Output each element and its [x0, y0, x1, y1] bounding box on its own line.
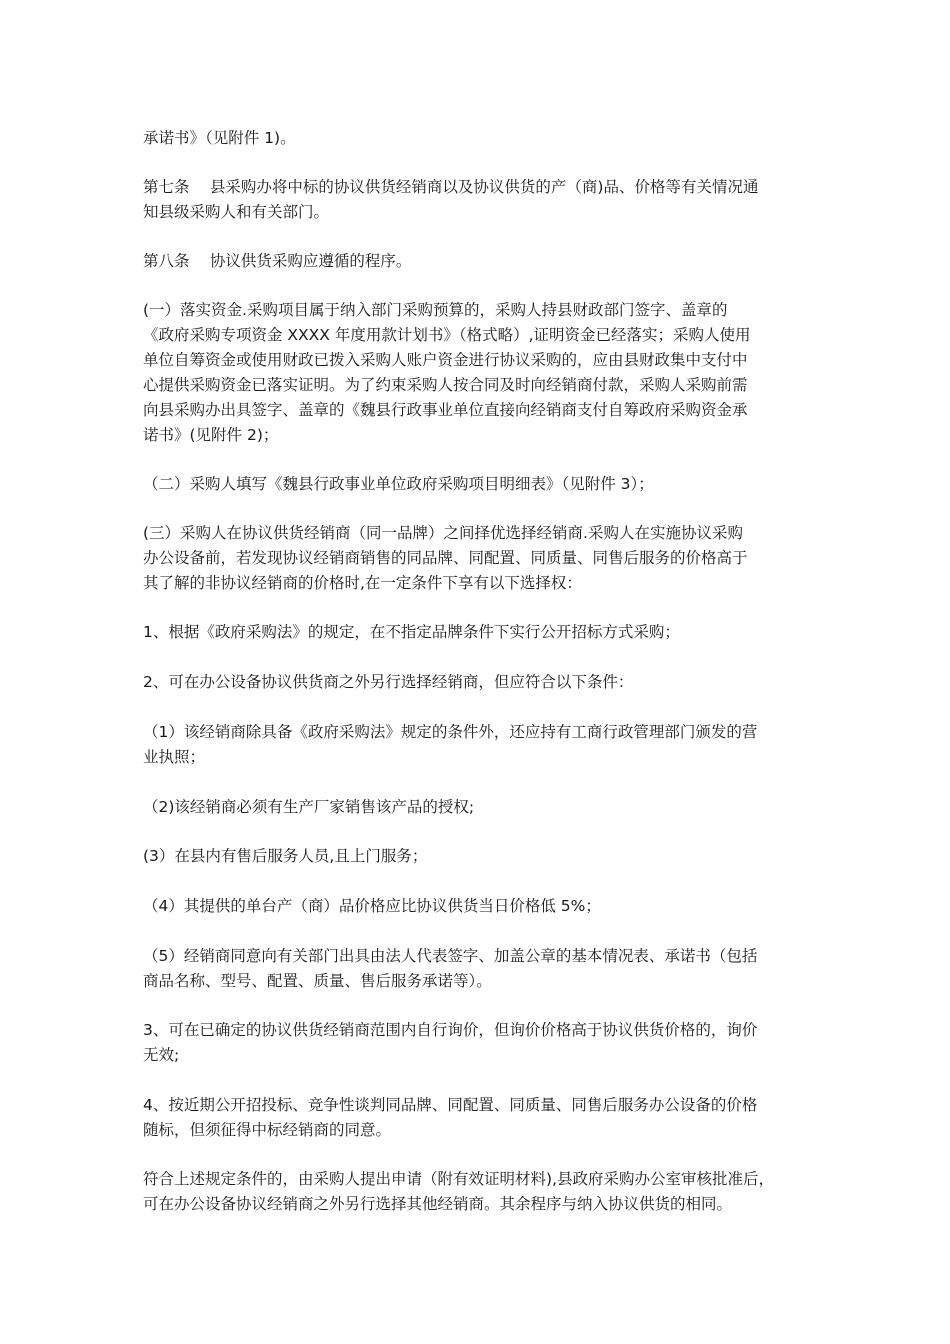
paragraph-article-7	[143, 175, 823, 225]
text-line: 无效;	[143, 1046, 180, 1064]
paragraph-condition-3	[143, 844, 823, 869]
text-line: （5）经销商同意向有关部门出具由法人代表签字、加盖公章的基本情况表、承诺书（包括	[143, 947, 758, 965]
text-line: 第七条 县采购办将中标的协议供货经销商以及协议供货的产（商)品、价格等有关情况通	[143, 178, 759, 196]
text-line: （4）其提供的单台产（商）品价格应比协议供货当日价格低 5%；	[143, 897, 601, 915]
text-line: (三）采购人在协议供货经销商（同一品牌）之间择优选择经销商.采购人在实施协议采购	[143, 524, 743, 542]
text-line: 符合上述规定条件的，由采购人提出申请（附有效证明材料),县政府采购办公室审核批准后，	[143, 1170, 774, 1188]
paragraph-continuation	[143, 126, 823, 151]
text-line: 诺书》(见附件 2)；	[143, 426, 279, 444]
text-line: 3、可在已确定的协议供货经销商范围内自行询价，但询价价格高于协议供货价格的，询价	[143, 1021, 758, 1039]
text-line: 单位自筹资金或使用财政已拨入采购人账户资金进行协议采购的，应由县财政集中支付中	[143, 351, 748, 369]
text-line: (3）在县内有售后服务人员,且上门服务；	[143, 847, 428, 865]
paragraph-condition-2	[143, 795, 823, 820]
text-line: 2、可在办公设备协议供货商之外另行选择经销商，但应符合以下条件：	[143, 673, 634, 691]
paragraph-condition-5	[143, 944, 823, 994]
text-line: 办公设备前，若发现协议经销商销售的同品牌、同配置、同质量、同售后服务的价格高于	[143, 549, 748, 567]
paragraph-option-2	[143, 670, 823, 695]
text-line: （二）采购人填写《魏县行政事业单位政府采购项目明细表》（见附件 3）；	[143, 475, 654, 493]
paragraph-option-3	[143, 1018, 823, 1068]
paragraph-condition-1	[143, 720, 823, 770]
paragraph-article-8	[143, 249, 823, 274]
paragraph-option-1	[143, 620, 823, 645]
text-line: 向县采购办出具签字、盖章的《魏县行政事业单位直接向经销商支付自筹政府采购资金承	[143, 401, 748, 419]
text-line: (一）落实资金.采购项目属于纳入部门采购预算的，采购人持县财政部门签字、盖章的	[143, 301, 728, 319]
text-line: 心提供采购资金已落实证明。为了约束采购人按合同及时向经销商付款，采购人采购前需	[143, 376, 748, 394]
text-line: 其了解的非协议经销商的价格时,在一定条件下享有以下选择权：	[143, 574, 582, 592]
text-line: 随标，但须征得中标经销商的同意。	[143, 1121, 392, 1139]
text-line: 知县级采购人和有关部门。	[143, 203, 330, 221]
text-line: 1、根据《政府采购法》的规定，在不指定品牌条件下实行公开招标方式采购；	[143, 623, 680, 641]
text-line: 4、按近期公开招投标、竞争性谈判同品牌、同配置、同质量、同售后服务办公设备的价格	[143, 1096, 758, 1114]
text-line: 商品名称、型号、配置、质量、售后服务承诺等）。	[143, 972, 492, 990]
paragraph-option-4	[143, 1093, 823, 1143]
paragraph-condition-4	[143, 894, 823, 919]
text-line: 《政府采购专项资金 XXXX 年度用款计划书》（格式略）,证明资金已经落实；采购人使用	[143, 326, 751, 344]
paragraph-closing	[143, 1167, 823, 1217]
paragraph-item-2	[143, 472, 823, 497]
text-line: （2)该经销商必须有生产厂家销售该产品的授权;	[143, 798, 475, 816]
text-line: （1）该经销商除具备《政府采购法》规定的条件外，还应持有工商行政管理部门颁发的营	[143, 723, 758, 741]
paragraph-item-1	[143, 298, 823, 448]
paragraph-item-3	[143, 521, 823, 596]
text-line: 业执照；	[143, 748, 206, 766]
text-line: 承诺书》（见附件 1)。	[143, 129, 296, 147]
text-line: 第八条 协议供货采购应遵循的程序。	[143, 252, 412, 270]
text-line: 可在办公设备协议经销商之外另行选择其他经销商。其余程序与纳入协议供货的相同。	[143, 1195, 733, 1213]
